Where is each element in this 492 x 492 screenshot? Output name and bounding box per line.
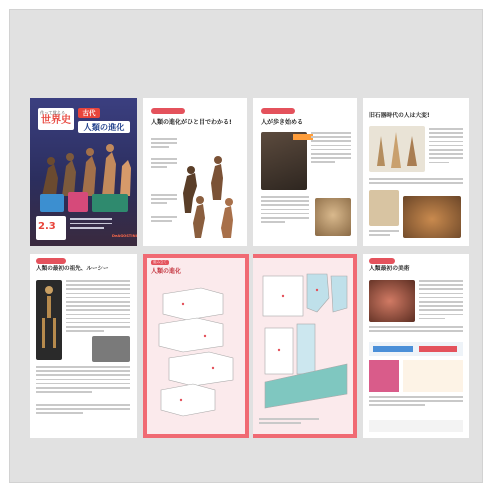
caption-text [369,230,399,238]
assembly-parts-diagram [257,268,353,428]
body-text [66,280,130,334]
section-tag [261,108,295,114]
page-first-art [363,254,469,438]
page-heading: 人類の進化 [151,268,182,275]
caption-text [151,158,177,171]
artifact-photo [369,190,399,226]
footnote-text [36,404,130,417]
era-badge: 古代 [78,108,100,118]
stone-tools-photo [369,126,425,172]
caption-text [151,194,177,207]
skull-photo [315,198,351,236]
section-tag [369,258,395,264]
page-heading: 人類最初の美術 [369,266,410,272]
section-tag [151,108,185,114]
series-logo [38,108,74,130]
highlight-note [293,134,313,140]
cover-figures-illustration [36,138,132,198]
footer-text [369,396,463,409]
price-value: 2.3 [38,221,56,232]
page-lucy [30,254,137,438]
stone-tools-illustration [369,126,425,172]
page-assembly-left [143,254,249,438]
page-walking [253,98,357,246]
cover-box-green [92,194,128,212]
page-heading: 人が歩き始める [261,119,304,126]
series-top-text: 作って覚える [40,110,66,115]
footer-logos [369,420,463,432]
next-issue-banner [369,342,463,356]
publisher-logo: DeAGOSTINI [112,234,137,238]
body-text [419,280,463,322]
page-heading: 人類の最初の祖先、ルーシー [36,266,109,272]
cover-box-blue [40,194,64,212]
body-text [36,366,130,395]
section-tag [36,258,66,264]
cover-page [30,98,137,246]
footprint-photo [92,336,130,362]
cover-title: 人類の進化 [78,121,130,133]
page-evolution-overview [143,98,247,246]
body-text [369,178,463,186]
next-issue-info [403,360,463,392]
price-box [36,216,66,240]
page-paleolithic [363,98,469,246]
shelter-photo [403,196,461,238]
assembly-diagram [153,284,243,424]
skeleton-photo [36,280,62,360]
museum-photo [261,132,307,190]
body-text [429,128,463,166]
page-heading: 旧石器時代の人は大変! [369,113,430,119]
spread-frame [9,9,483,483]
caption-text [151,216,177,224]
cover-promo-text [70,218,112,238]
caption-text [151,138,177,151]
instruction-text [259,418,319,426]
cave-art-photo [369,280,415,322]
body-text [369,326,463,334]
body-text [261,196,309,225]
evolution-figures-illustration [173,138,243,238]
page-heading: 人類の進化がひと目でわかる! [151,119,232,126]
cover-box-pink [68,192,88,212]
series-main-text: 世界史 [41,115,71,126]
section-tag: 組み立て [151,260,169,265]
next-issue-cover [369,360,399,392]
skeleton-illustration [36,280,62,360]
page-assembly-right [253,254,357,438]
body-text [311,132,351,166]
